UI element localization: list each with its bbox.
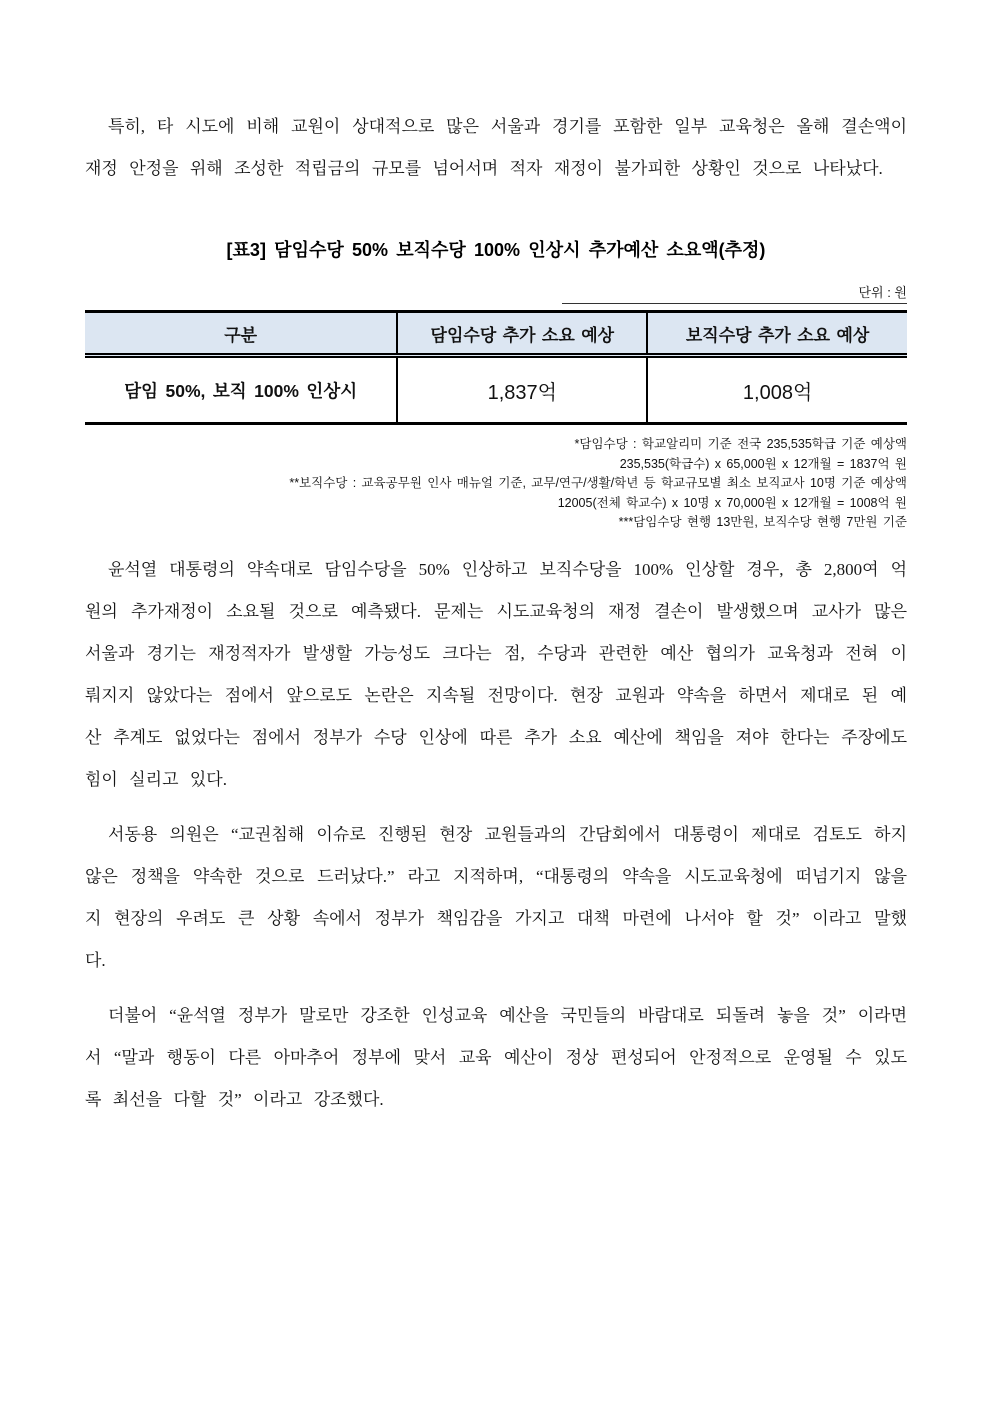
- body-paragraph-2: 윤석열 대통령의 약속대로 담임수당을 50% 인상하고 보직수당을 100% 인상할 경우, 총 2,800여 억 원의 추가재정이 소요될 것으로 예측됐다. 문제는 시도교육청의 재정 결손이 발생했으며 교사가 많은 서울과 경기는 재정적자가 발생할 가능성도 크다는 점, 수당과 관련한 예산 협의가 교육청과 전혀 이뤄지지 않았다는 점에서 앞으로도 논란은 지속될 전망이다. 현장 교원과 약속을 하면서 제대로 된 예산 추계도 없었다는 점에서 정부가 수당 인상에 따른 추가 소요 예산에 책임을 져야 한다는 주장에도 힘이 실리고 있다.: [85, 559, 907, 789]
- unit-row: [85, 282, 907, 304]
- table-caption: [표3] 담임수당 50% 보직수당 100% 인상시 추가예산 소요액(추정): [226, 240, 766, 260]
- row-label-increase-scenario: 담임 50%, 보직 100% 인상시: [85, 356, 397, 424]
- body-paragraph-3: 서동용 의원은 “교권침해 이슈로 진행된 현장 교원들과의 간담회에서 대통령이 제대로 검토도 하지 않은 정책을 약속한 것으로 드러났다.” 라고 지적하며, “대통령의 약속을 시도교육청에 떠넘기지 않을지 현장의 우려도 큰 상황 속에서 정부가 책임감을 가지고 대책 마련에 나서야 할 것” 이라고 말했다.: [85, 824, 907, 970]
- unit-label: 단위 : 원: [562, 282, 907, 304]
- budget-table: [85, 310, 907, 425]
- table-header-row: [85, 312, 907, 356]
- footnote-line-4: 12005(전체 학교수) x 10명 x 70,000원 x 12개월 = 1008억 원: [557, 495, 907, 510]
- body-paragraph-4: 더불어 “윤석열 정부가 말로만 강조한 인성교육 예산을 국민들의 바람대로 되돌려 놓을 것” 이라면서 “말과 행동이 다른 아마추어 정부에 맞서 교육 예산이 정상 편성되어 안정적으로 운영될 수 있도록 최선을 다할 것” 이라고 강조했다.: [85, 1005, 907, 1109]
- footnote-line-1: *담임수당 : 학교알리미 기준 전국 235,535학급 기준 예상액: [574, 437, 907, 451]
- footnote-line-2: 235,535(학급수) x 65,000원 x 12개월 = 1837억 원: [619, 456, 907, 471]
- footnote-line-3: **보직수당 : 교육공무원 인사 매뉴얼 기준, 교무/연구/생활/학년 등 학교규모별 최소 보직교사 10명 기준 예상액: [289, 476, 907, 490]
- table-data-row: [85, 356, 907, 424]
- body-paragraph-1: 특히, 타 시도에 비해 교원이 상대적으로 많은 서울과 경기를 포함한 일부 교육청은 올해 결손액이 재정 안정을 위해 조성한 적립금의 규모를 넘어서며 적자 재정이 불가피한 상황인 것으로 나타났다.: [85, 117, 907, 178]
- col-header-category: 구분: [85, 312, 397, 356]
- col-header-position-allowance: 보직수당 추가 소요 예상: [647, 312, 907, 356]
- col-header-homeroom-allowance: 담임수당 추가 소요 예상: [397, 312, 647, 356]
- table-footnotes: [85, 435, 907, 533]
- value-position-allowance: 1,008억: [647, 356, 907, 424]
- footnote-line-5: ***담임수당 현행 13만원, 보직수당 현행 7만원 기준: [618, 515, 907, 529]
- value-homeroom-allowance: 1,837억: [397, 356, 647, 424]
